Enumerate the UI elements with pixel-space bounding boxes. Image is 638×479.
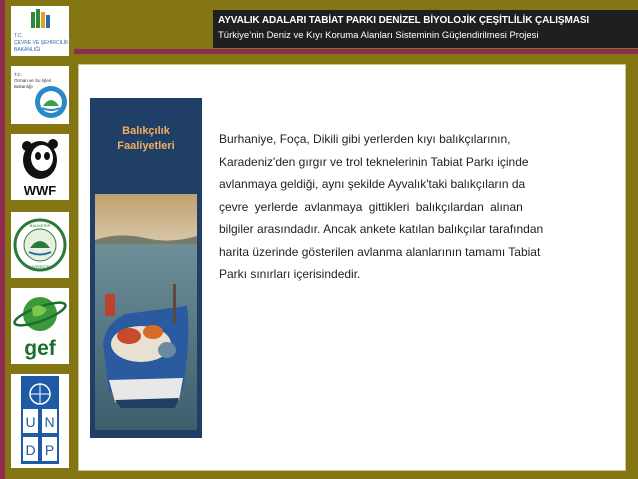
- svg-text:ÜNİVERSİTESİ: ÜNİVERSİTESİ: [26, 264, 54, 269]
- fishing-activities-card: [90, 98, 202, 438]
- svg-text:gef: gef: [24, 337, 56, 360]
- svg-text:WWF: WWF: [23, 183, 57, 198]
- body-text: [219, 128, 604, 286]
- fishing-boat-image-icon: [95, 194, 197, 430]
- university-seal-icon: [11, 212, 69, 278]
- document-subtitle: Türkiye’nin Deniz ve Kıyı Koruma Alanları Sisteminin Güçlendirilmesi Projesi: [218, 30, 539, 41]
- body-line-2: Karadeniz'den gırgır ve trol teknelerinin Tabiat Parkı içinde: [219, 154, 529, 169]
- svg-text:U: U: [25, 414, 36, 430]
- gef-globe-icon: [11, 288, 69, 364]
- body-line-6: harita üzerinde gösterilen avlanma alanlarının tamamı Tabiat: [219, 244, 541, 259]
- logo-panel: [5, 0, 74, 479]
- svg-text:P: P: [44, 442, 55, 458]
- accent-band: [74, 49, 638, 54]
- document-title: AYVALIK ADALARI TABİAT PARKI DENİZEL BİYOLOJİK ÇEŞİTLİLİK ÇALIŞMASI: [218, 15, 590, 26]
- body-line-4: çevre yerlerde avlanmaya gittikleri balıkçılardan alınan: [219, 199, 523, 214]
- wwf-logo: [11, 134, 69, 200]
- forestry-logo: [11, 66, 69, 124]
- svg-text:T.C.: T.C.: [14, 72, 23, 77]
- body-line-5: bilgiler arasındadır. Ancak ankete katılan balıkçılar tarafından: [219, 222, 544, 236]
- ministry-building-icon: [11, 6, 69, 56]
- forestry-emblem-icon: [11, 66, 69, 124]
- svg-text:BAKANLIĞI: BAKANLIĞI: [14, 47, 41, 53]
- panda-icon: [11, 134, 69, 200]
- body-line-1: Burhaniye, Foça, Dikili gibi yerlerden kıyı balıkçılarının,: [219, 132, 511, 146]
- svg-text:Bakanlığı: Bakanlığı: [14, 84, 33, 89]
- svg-text:T.C.: T.C.: [14, 33, 23, 39]
- svg-text:D: D: [25, 442, 36, 458]
- undp-emblem-icon: [11, 374, 69, 468]
- body-line-3: avlanmaya geldiği, aynı şekilde Ayvalık'taki balıkçıların da: [219, 177, 526, 191]
- fishing-boat-photo: [95, 194, 197, 430]
- gef-logo: [11, 288, 69, 364]
- svg-text:ÇEVRE VE ŞEHİRCİLİK: ÇEVRE VE ŞEHİRCİLİK: [14, 40, 69, 46]
- ministry-logo: [11, 6, 69, 56]
- undp-logo: [11, 374, 69, 468]
- body-line-7: Parkı sınırları içerisindedir.: [219, 267, 361, 281]
- card-title: [90, 124, 202, 154]
- title-banner: [213, 10, 638, 48]
- svg-text:Orman ve Su İşleri: Orman ve Su İşleri: [14, 78, 52, 83]
- svg-text:BALIKESİR: BALIKESİR: [29, 223, 51, 228]
- university-logo: [11, 212, 69, 278]
- svg-text:N: N: [44, 414, 55, 430]
- card-title-line-1: Balıkçılık: [122, 125, 170, 137]
- card-title-line-2: Faaliyetleri: [117, 140, 175, 152]
